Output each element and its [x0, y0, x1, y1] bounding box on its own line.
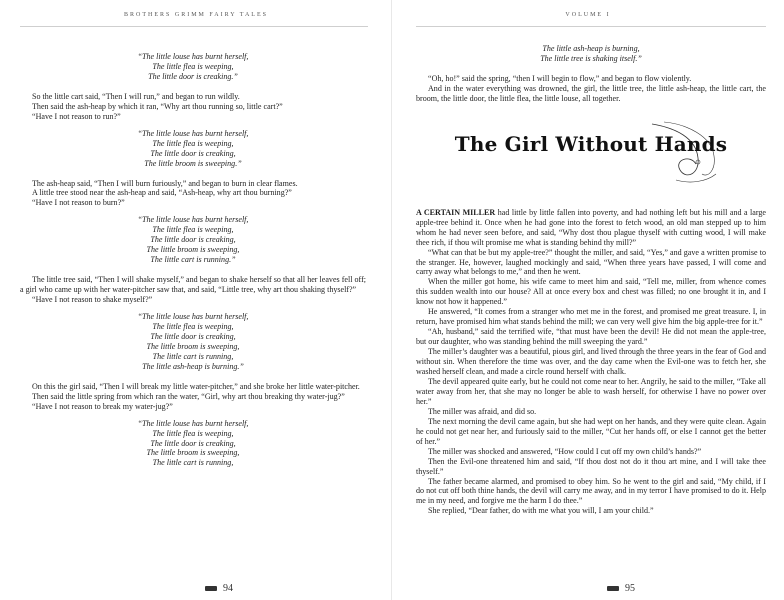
paragraph: The devil appeared quite early, but he could not come near to her. Angrily, he said to the miller, “Take all water away from her, that she may no longer be able to wash herself, for otherwise I have no power over her.” [416, 376, 766, 406]
paragraph: “Oh, ho!” said the spring, “then I will begin to flow,” and began to flow violently. [428, 73, 692, 83]
paragraph [416, 208, 766, 248]
paragraph: “Have I not reason to break my water-jug?” [32, 401, 173, 411]
running-head-right: VOLUME I [565, 12, 611, 18]
verse-line: The little ash-heap is burning.” [142, 361, 244, 371]
verse-line: The little ash-heap is burning, [542, 44, 640, 53]
verse-line: The little cart is running, [152, 458, 234, 468]
verse-line: The little flea is weeping, [152, 225, 234, 235]
verse-line: The little cart is running, [152, 351, 234, 361]
verse-line: The little flea is weeping, [152, 321, 234, 331]
verse-line: “The little louse has burnt herself, [137, 52, 249, 61]
paragraph: So the little cart said, “Then I will run,” and began to run wildly. [32, 91, 240, 101]
folio-ornament-icon [205, 586, 217, 591]
running-head-left: BROTHERS GRIMM FAIRY TALES [124, 12, 268, 18]
verse-line: The little flea is weeping, [152, 138, 234, 148]
header-rule-right [416, 26, 766, 27]
paragraph: Then said the ash-heap by which it ran, “Why art thou running so, little cart?” [32, 101, 283, 111]
paragraph: Then said the little spring from which ran the water, “Girl, why art thou breaking thy water-jug?” [32, 391, 345, 401]
verse-line: The little door is creaking, [150, 438, 236, 448]
paragraph: The father became alarmed, and promised to obey him. So he went to the girl and said, “My child, if I do not cut off both thine hands, the devil will carry me away, and in my terror I have promised to do it. Help me in my need, and forgive me the harm I do thee.” [416, 476, 766, 506]
paragraph: “What can that be but my apple-tree?” thought the miller, and said, “Yes,” and gave a written promise to the stranger. He, however, laughed mockingly and said, “When three years have passed, I will come and carry away what belongs to me,” and then he went. [416, 247, 766, 277]
verse-line: “The little louse has burnt herself, [137, 418, 249, 428]
page-number: 95 [625, 583, 635, 594]
verse-line: The little cart is running.” [150, 255, 236, 265]
page-number-right [422, 583, 784, 594]
verse-block [20, 129, 366, 169]
verse-line: “The little louse has burnt herself, [137, 312, 249, 322]
opening-caps: A CERTAIN MILLER [416, 207, 496, 217]
paragraph: He answered, “It comes from a stranger who met me in the forest, and promised me great treasure. I, in return, have promised him what stands behind the mill; we can very well give him the big apple-tree for it.” [416, 307, 766, 327]
header-rule-left [20, 26, 368, 27]
verse-line: The little broom is sweeping, [146, 448, 240, 458]
verse-line: “The little louse has burnt herself, [137, 128, 249, 138]
verse-line: The little broom is sweeping, [146, 245, 240, 255]
right-page [392, 0, 784, 600]
page-number: 94 [223, 583, 233, 594]
paragraph-text: had little by little fallen into poverty, and had nothing left but his mill and a large apple-tree behind it. Once when he had gone into the forest to fetch wood, an old man stepped up to him whom he had never seen before, and said, “Why dost thou plague thyself with cutting wood, I will make thee rich, if thou wilt promise me what is standing behind thy mill?” [416, 207, 766, 247]
folio-ornament-icon [607, 586, 619, 591]
paragraph: On this the girl said, “Then I will break my little water-pitcher,” and she broke her little water-pitcher. [32, 381, 360, 391]
verse-line: The little flea is weeping, [152, 428, 234, 438]
paragraph: When the miller got home, his wife came to meet him and said, “Tell me, miller, from whence comes this sudden wealth into our house? All at once every box and chest was filled; no one brought it in, and I know not how it happened.” [416, 277, 766, 307]
story-title: The Girl Without Hands [454, 131, 728, 156]
verse-line: The little broom is sweeping.” [144, 158, 242, 168]
verse-block [20, 419, 366, 469]
paragraph: Then the Evil-one threatened him and said, “If thou dost not do it thou art mine, and I will take thee thyself.” [416, 456, 766, 476]
paragraph: The next morning the devil came again, but she had wept on her hands, and they were quite clean. Again he could not get near her, and furiously said to the miller, “Cut her hands off, or else I cannot get the better of her.” [416, 416, 766, 446]
verse-line: The little door is creaking.” [148, 71, 238, 81]
verse-line: The little door is creaking, [150, 331, 236, 341]
left-page-body [20, 52, 366, 478]
verse-line: The little broom is sweeping, [146, 341, 240, 351]
verse-block [20, 312, 366, 372]
paragraph: The ash-heap said, “Then I will burn furiously,” and began to burn in clear flames. [32, 178, 298, 188]
title-block [416, 112, 766, 208]
paragraph: She replied, “Dear father, do with me what you will, I am your child.” [428, 506, 654, 516]
verse-line: The little flea is weeping, [152, 61, 234, 71]
paragraph: And in the water everything was drowned, the girl, the little tree, the little ash-heap, the little cart, the broom, the little door, the little flea, the little louse, all together. [416, 83, 766, 103]
verse-line: The little door is creaking, [150, 235, 236, 245]
verse-block [416, 44, 766, 64]
paragraph: “Have I not reason to run?” [32, 111, 121, 121]
paragraph: “Have I not reason to burn?” [32, 198, 125, 208]
paragraph: “Have I not reason to shake myself?” [32, 295, 153, 305]
paragraph: “Ah, husband,” said the terrified wife, “that must have been the devil! He did not mean the apple-tree, but our daughter, who was standing behind the mill sweeping the yard.” [416, 327, 766, 347]
verse-line: The little door is creaking, [150, 148, 236, 158]
paragraph: The little tree said, “Then I will shake myself,” and began to shake herself so that all her leaves fell off; a girl who came up with her water-pitcher saw that, and said, “Little tree, why art thou shaking thyself?” [20, 275, 366, 295]
verse-line: The little tree is shaking itself.” [540, 53, 642, 63]
paragraph: The miller was shocked and answered, “How could I cut off my own child’s hands?” [428, 446, 702, 456]
verse-block [20, 52, 366, 82]
right-page-body [416, 44, 766, 516]
paragraph: A little tree stood near the ash-heap and said, “Ash-heap, why art thou burning?” [32, 188, 292, 198]
page-number-left [20, 583, 412, 594]
paragraph: The miller was afraid, and did so. [428, 406, 537, 416]
verse-line: “The little louse has burnt herself, [137, 215, 249, 225]
paragraph: The miller’s daughter was a beautiful, pious girl, and lived through the three years in the fear of God and without sin. When therefore the time was over, and the day came when the Evil-one was to fetch her, she washed herself clean, and made a circle round herself with chalk. [416, 347, 766, 377]
verse-block [20, 215, 366, 265]
